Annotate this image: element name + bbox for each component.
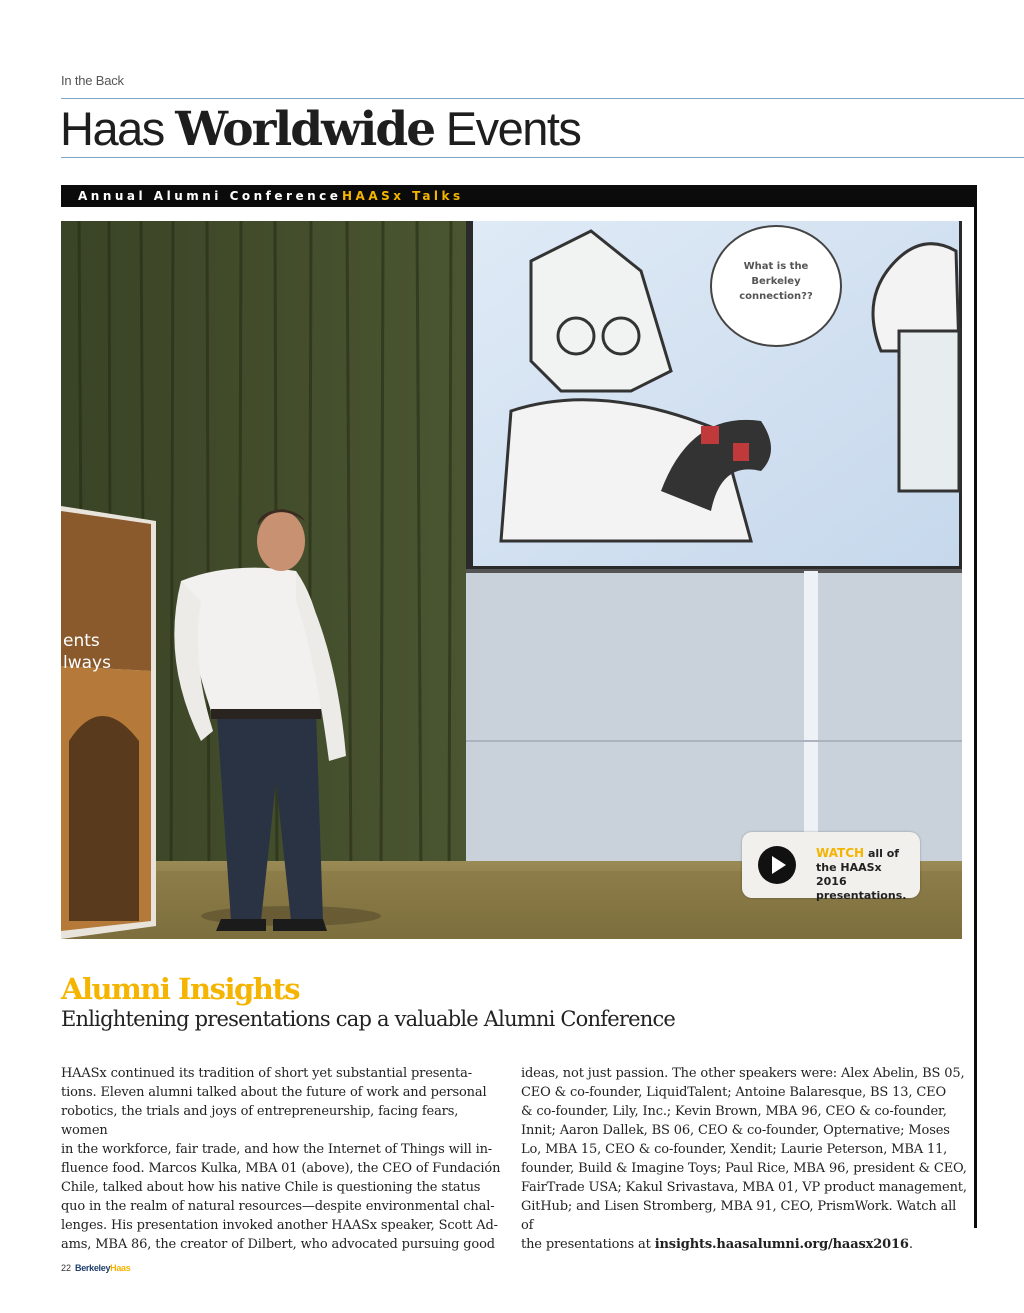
body-line: FairTrade USA; Kakul Srivastava, MBA 01, VP product management, <box>521 1180 967 1195</box>
watch-rest-2: the HAASx 2016 <box>816 861 882 888</box>
body-line: HAASx continued its tradition of short yet substantial presenta- <box>61 1066 472 1081</box>
bubble-line-2: Berkeley <box>751 276 801 287</box>
link-suffix: . <box>908 1237 913 1252</box>
body-line: ams, MBA 86, the creator of Dilbert, who advocated pursuing good <box>61 1237 495 1252</box>
body-line: founder, Build & Imagine Toys; Paul Rice, MBA 96, president & CEO, <box>521 1161 967 1176</box>
article-headline: Alumni Insights <box>61 972 300 1006</box>
title-rule <box>61 157 1024 158</box>
sign-text-1: ents <box>63 631 100 651</box>
body-line: Innit; Aaron Dallek, BS 06, CEO & co-founder, Opternative; Moses <box>521 1123 950 1138</box>
sign-text-2: lways <box>63 653 111 673</box>
title-part1: Haas <box>60 102 164 155</box>
body-line: ideas, not just passion. The other speakers were: Alex Abelin, BS 05, <box>521 1066 965 1081</box>
body-line: fluence food. Marcos Kulka, MBA 01 (above), the CEO of Fundación <box>61 1161 501 1176</box>
body-line: GitHub; and Lisen Stromberg, MBA 91, CEO, PrismWork. Watch all of <box>521 1199 957 1233</box>
watch-rest-3: presentations. <box>816 889 907 902</box>
banner-label: Annual Alumni Conference <box>78 189 342 203</box>
page-number: 22 <box>61 1263 72 1273</box>
watch-word: WATCH <box>816 846 865 860</box>
brand-berkeley: Berkeley <box>75 1263 111 1273</box>
vertical-rule <box>974 185 977 1228</box>
section-label: In the Back <box>61 73 124 88</box>
body-line-last <box>521 1235 969 1254</box>
body-line: CEO & co-founder, LiquidTalent; Antoine Balaresque, BS 13, CEO <box>521 1085 947 1100</box>
watch-text <box>816 846 916 903</box>
article-column-2 <box>521 1064 969 1254</box>
page-title <box>60 100 580 159</box>
top-rule <box>61 98 1024 99</box>
body-line: & co-founder, Lily, Inc.; Kevin Brown, MBA 96, CEO & co-founder, <box>521 1104 947 1119</box>
bubble-line-3: connection?? <box>739 291 813 302</box>
article-column-1 <box>61 1064 506 1254</box>
play-icon[interactable] <box>758 846 796 884</box>
banner-highlight: HAASx Talks <box>342 189 464 203</box>
section-banner <box>61 185 977 207</box>
bubble-line-1: What is the <box>743 261 809 272</box>
body-line: tions. Eleven alumni talked about the future of work and personal <box>61 1085 487 1100</box>
body-line: Chile, talked about how his native Chile is questioning the status <box>61 1180 481 1195</box>
body-line: lenges. His presentation invoked another HAASx speaker, Scott Ad- <box>61 1218 498 1233</box>
presentations-link[interactable]: insights.haasalumni.org/haasx2016 <box>654 1237 909 1252</box>
watch-callout[interactable] <box>742 832 920 902</box>
body-line: robotics, the trials and joys of entrepreneurship, facing fears, women <box>61 1104 459 1138</box>
body-line: Lo, MBA 15, CEO & co-founder, Xendit; Laurie Peterson, MBA 11, <box>521 1142 948 1157</box>
brand-haas: Haas <box>110 1263 131 1273</box>
body-line: quo in the realm of natural resources—despite environmental chal- <box>61 1199 495 1214</box>
watch-rest-1: all of <box>867 847 900 860</box>
title-part3: Events <box>445 102 581 155</box>
title-part2: Worldwide <box>175 102 435 157</box>
link-prefix: the presentations at <box>521 1237 655 1252</box>
page-footer <box>61 1263 130 1273</box>
body-line: in the workforce, fair trade, and how the Internet of Things will in- <box>61 1142 493 1157</box>
article-subhead: Enlightening presentations cap a valuable Alumni Conference <box>61 1007 676 1031</box>
